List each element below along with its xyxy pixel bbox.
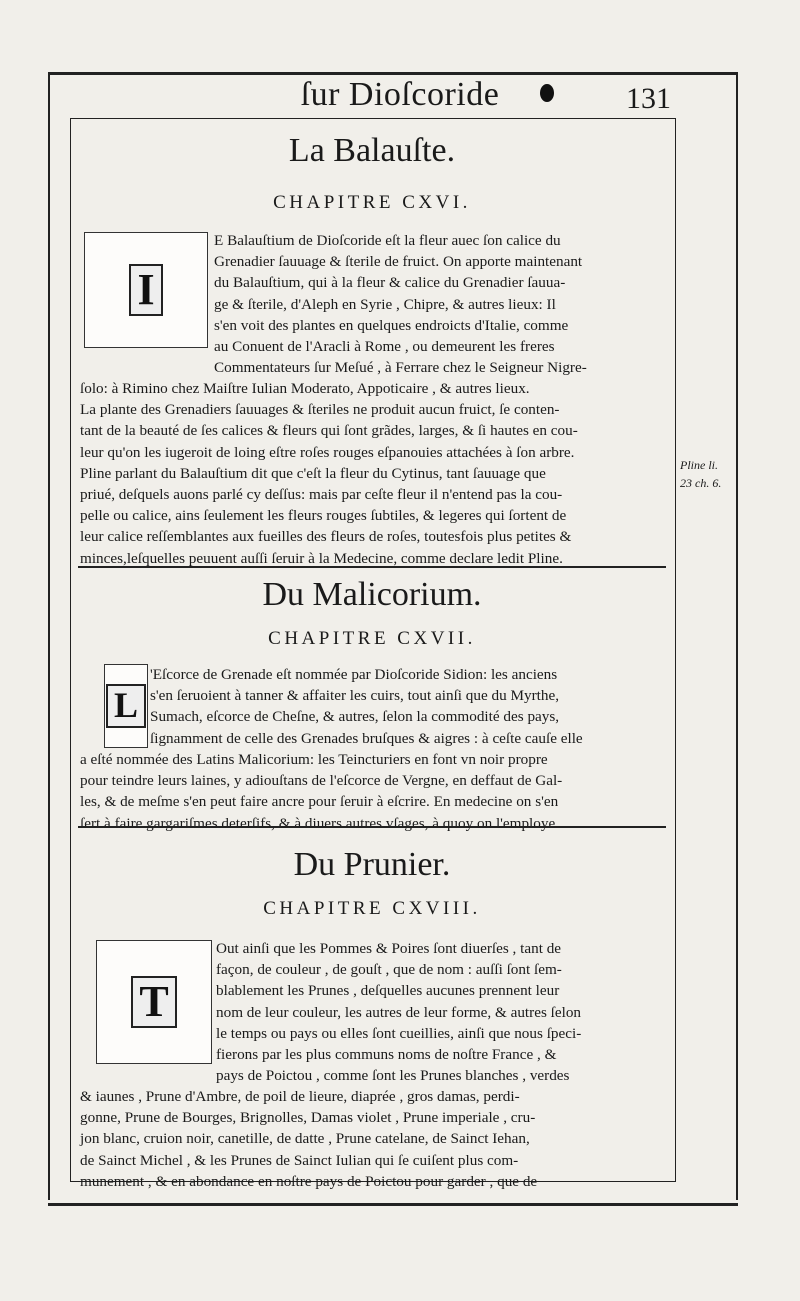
section-1-indented-text	[214, 230, 666, 378]
section-3-full-text	[80, 1086, 666, 1192]
section-1-full-text	[80, 378, 666, 569]
text-line: 'Eſcorce de Grenade eſt nommée par Dioſcoride Sidion: les anciens	[150, 666, 558, 683]
text-line: Sumach, eſcorce de Cheſne, & autres, ſelon la commodité des pays,	[150, 708, 560, 726]
text-line: façon, de couleur , de gouſt , que de nom : auſſi ſont ſem-	[216, 961, 562, 979]
text-line: le temps ou pays ou elles ſont cueillies, ainſi que nous ſpeci-	[216, 1024, 582, 1042]
text-line: pour teindre leurs laines, y adiouſtans de l'eſcorce de Vergne, en deffaut de Gal-	[80, 772, 563, 790]
outer-frame-right	[736, 72, 738, 1200]
text-line: priué, deſquels auons parlé cy deſſus: mais par ceſte fleur il n'entend pas la cou-	[80, 486, 563, 504]
text-line: les, & de meſme s'en peut faire ancre pour ſeruir à eſcrire. En medecine on s'en	[80, 793, 559, 811]
text-line: fierons par les plus communs noms de noſtre France , &	[216, 1046, 557, 1064]
drop-cap-letter: L	[106, 684, 146, 728]
outer-frame-left	[48, 72, 50, 1200]
section-title-balauste: La Balauſte.	[288, 132, 456, 169]
chapter-heading-cxvii: CHAPITRE CXVII.	[268, 628, 476, 649]
section-title-prunier: Du Prunier.	[293, 846, 451, 883]
text-line: ſert à faire gargariſmes deterſifs, & à diuers autres vſages, à quoy on l'employe.	[80, 814, 560, 832]
text-line: Out ainſi que les Pommes & Poires ſont diuerſes , tant de	[216, 940, 562, 957]
text-line: tant de la beauté de ſes calices & fleurs qui ſont grãdes, larges, & ſi hautes en cou-	[80, 422, 578, 440]
text-line: s'en voit des plantes en quelques endroicts d'Italie, comme	[214, 316, 569, 334]
section-2-full-text	[80, 749, 666, 834]
section-3-indented-text	[216, 938, 666, 1086]
text-line: jon blanc, cruion noir, canetille, de datte , Prune catelane, de Sainct Iehan,	[80, 1130, 530, 1148]
page-number: 131	[626, 82, 671, 115]
text-line: gonne, Prune de Bourges, Brignolles, Damas violet , Prune imperiale , cru-	[80, 1109, 536, 1127]
margin-note	[680, 456, 740, 492]
text-line: pelle ou calice, ains ſeulement les fleurs rouges ſubtiles, & legeres qui ſortent de	[80, 507, 567, 525]
text-line: Grenadier ſauuage & ſterile de fruict. On apporte maintenant	[214, 253, 583, 271]
running-head: ſur Dioſcoride	[300, 76, 500, 113]
text-line: ſignamment de celle des Grenades bruſques & aigres : à ceſte cauſe elle	[150, 729, 583, 747]
text-line: du Balauſtium, qui à la fleur & calice du Grenadier ſauua-	[214, 274, 566, 292]
text-line: s'en ſeruoient à tanner & affaiter les cuirs, tout ainſi que du Myrthe,	[150, 687, 560, 705]
text-line: ſolo: à Rimino chez Maiſtre Iulian Moderato, Appoticaire , & autres lieux.	[80, 380, 530, 397]
text-line: leur calice reſſemblantes aux fueilles des fleurs de roſes, toutesfois plus petites &	[80, 528, 572, 546]
ornamental-drop-cap	[104, 664, 148, 748]
text-line: nom de leur couleur, les autres de leur forme, & autres ſelon	[216, 1003, 582, 1021]
section-title-malicorium: Du Malicorium.	[262, 576, 482, 613]
text-line: a eſté nommée des Latins Malicorium: les Teincturiers en font vn noir propre	[80, 751, 548, 768]
text-line: E Balauſtium de Dioſcoride eſt la fleur auec ſon calice du	[214, 232, 561, 249]
margin-note-line: 23 ch. 6.	[680, 476, 722, 490]
section-divider	[78, 566, 666, 568]
section-divider	[78, 826, 666, 828]
text-line: La plante des Grenadiers ſauuages & ſteriles ne produit aucun fruict, ſe conten-	[80, 401, 560, 419]
text-line: Commentateurs ſur Meſué , à Ferrare chez le Seigneur Nigre-	[214, 359, 587, 377]
drop-cap-letter: T	[131, 976, 176, 1028]
section-2-indented-text	[150, 664, 666, 749]
text-line: leur qu'on les iugeroit de loing eſtre roſes rouges eſpanouies attachées à ſon arbre.	[80, 443, 575, 461]
chapter-heading-cxvi: CHAPITRE CXVI.	[273, 192, 471, 213]
text-line: blablement les Prunes , deſquelles aucunes prennent leur	[216, 982, 560, 1000]
text-line: munement , & en abondance en noſtre pays de Poictou pour garder , que de	[80, 1172, 538, 1190]
margin-note-line: Pline li.	[680, 458, 718, 472]
text-line: ge & ſterile, d'Aleph en Syrie , Chipre, & autres lieux: Il	[214, 295, 556, 313]
ink-blot	[540, 84, 554, 102]
drop-cap-letter: I	[129, 264, 162, 316]
text-line: au Conuent de l'Aracli à Rome , ou demeurent les freres	[214, 338, 555, 356]
ornamental-drop-cap	[84, 232, 208, 348]
text-line: pays de Poictou , comme ſont les Prunes blanches , verdes	[216, 1067, 570, 1085]
text-line: & iaunes , Prune d'Ambre, de poil de lieure, diaprée , gros damas, perdi-	[80, 1088, 520, 1105]
text-line: de Sainct Michel , & les Prunes de Sainct Iulian qui ſe cuiſent plus com-	[80, 1151, 519, 1169]
chapter-heading-cxviii: CHAPITRE CXVIII.	[263, 898, 481, 919]
text-line: Pline parlant du Balauſtium dit que c'eſt la fleur du Cytinus, tant ſauuage que	[80, 464, 546, 482]
ornamental-drop-cap	[96, 940, 212, 1064]
text-line: minces,leſquelles peuuent auſſi ſeruir à la Medecine, comme declare ledit Pline.	[80, 549, 563, 567]
